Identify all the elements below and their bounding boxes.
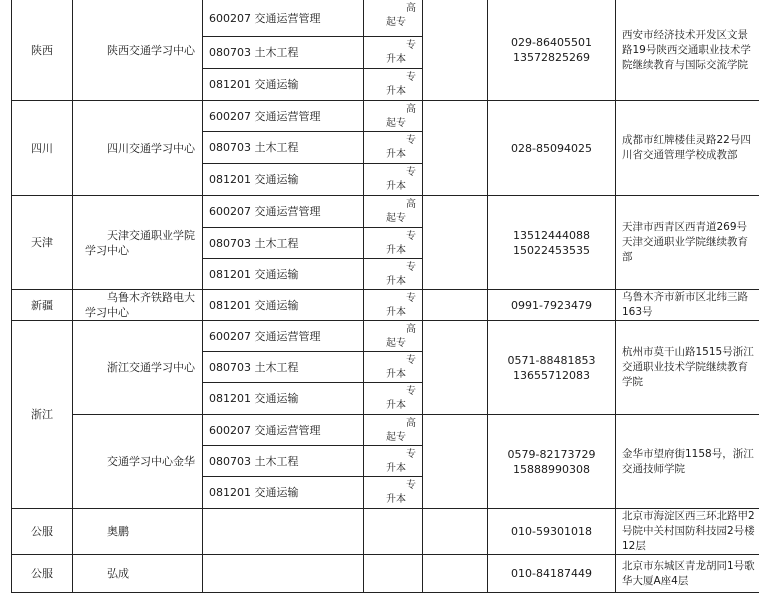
address-text: 北京市东城区青龙胡同1号歌华大厦A座4层 — [622, 559, 755, 587]
phone-cell — [488, 555, 616, 593]
level-cell — [364, 132, 423, 164]
center-name: 天津交通职业学院学习中心 — [85, 228, 195, 257]
major-label: 081201 交通运输 — [209, 298, 299, 312]
center-cell — [73, 101, 203, 196]
level-top: 专 — [406, 135, 416, 146]
province-label: 四川 — [31, 141, 53, 155]
province-label: 公服 — [31, 567, 53, 580]
level-bottom: 起专 — [386, 338, 406, 349]
major-label: 081201 交通运输 — [209, 78, 299, 91]
level-cell — [364, 415, 423, 446]
phone-cell — [488, 290, 616, 321]
level-cell — [364, 101, 423, 132]
major-label: 600207 交通运营管理 — [209, 11, 321, 25]
blank-cell — [203, 509, 364, 555]
address-text: 乌鲁木齐市新市区北纬三路163号 — [622, 291, 748, 318]
major-cell — [203, 383, 364, 415]
phone-number: 028-85094025 — [511, 141, 592, 155]
major-cell — [203, 352, 364, 383]
level-top: 高 — [406, 324, 416, 335]
level-top: 专 — [406, 40, 416, 51]
level-top: 专 — [406, 355, 416, 366]
province-label: 陕西 — [31, 43, 53, 57]
phone-cell — [488, 415, 616, 509]
address-cell — [616, 0, 759, 101]
phone-number: 010-84187449 — [511, 567, 592, 580]
phone-number: 15022453535 — [513, 243, 590, 257]
level-cell — [364, 477, 423, 509]
major-cell — [203, 321, 364, 352]
address-cell — [616, 415, 759, 509]
level-cell — [364, 69, 423, 101]
address-text: 杭州市莫干山路1515号浙江交通职业技术学院继续教育学院 — [622, 346, 754, 388]
major-cell — [203, 415, 364, 446]
center-cell — [73, 555, 203, 593]
phone-number: 0579-82173729 — [507, 447, 596, 461]
major-label: 081201 交通运输 — [209, 267, 299, 281]
major-label: 080703 土木工程 — [209, 454, 299, 468]
address-cell — [616, 321, 759, 415]
address-text: 成都市红牌楼佳灵路22号四川省交通管理学校成教部 — [622, 134, 751, 161]
center-name: 浙江交通学习中心 — [107, 361, 195, 374]
level-bottom: 升本 — [386, 54, 406, 65]
blank-cell — [423, 196, 488, 290]
major-label: 600207 交通运营管理 — [209, 329, 321, 343]
major-cell — [203, 0, 364, 37]
phone-number: 13572825269 — [513, 51, 590, 64]
major-cell — [203, 290, 364, 321]
major-cell — [203, 101, 364, 132]
blank-cell — [423, 321, 488, 415]
phone-cell — [488, 101, 616, 196]
level-cell — [364, 290, 423, 321]
level-top: 专 — [406, 449, 416, 460]
level-bottom: 升本 — [386, 276, 406, 287]
phone-number: 0991-7923479 — [511, 298, 592, 312]
level-bottom: 起专 — [386, 213, 406, 224]
level-cell — [364, 259, 423, 290]
phone-cell — [488, 321, 616, 415]
province-cell — [11, 0, 73, 101]
phone-cell — [488, 0, 616, 101]
major-label: 081201 交通运输 — [209, 486, 299, 499]
learning-center-table — [11, 0, 759, 599]
level-bottom: 升本 — [386, 181, 406, 192]
level-top: 专 — [406, 386, 416, 397]
blank-cell — [423, 290, 488, 321]
province-cell — [11, 555, 73, 593]
level-top: 高 — [406, 104, 416, 115]
level-cell — [364, 196, 423, 228]
province-label: 新疆 — [31, 298, 53, 312]
level-cell — [364, 0, 423, 37]
level-cell — [364, 228, 423, 259]
major-label: 080703 土木工程 — [209, 141, 299, 154]
phone-number: 15888990308 — [513, 462, 590, 476]
level-bottom: 起专 — [386, 432, 406, 443]
phone-number: 010-59301018 — [511, 525, 592, 538]
major-cell — [203, 477, 364, 509]
phone-number: 13512444088 — [513, 228, 590, 242]
level-cell — [364, 321, 423, 352]
province-cell — [11, 290, 73, 321]
level-top: 高 — [406, 418, 416, 429]
major-cell — [203, 69, 364, 101]
address-cell — [616, 101, 759, 196]
center-name: 奥鹏 — [107, 525, 129, 538]
level-top: 专 — [406, 231, 416, 242]
blank-cell — [423, 101, 488, 196]
level-cell — [364, 352, 423, 383]
level-cell — [364, 383, 423, 415]
level-top: 专 — [406, 480, 416, 491]
center-cell — [73, 415, 203, 509]
blank-cell — [364, 509, 423, 555]
address-cell — [616, 509, 759, 555]
center-cell — [73, 196, 203, 290]
major-label: 081201 交通运输 — [209, 173, 299, 186]
province-cell — [11, 101, 73, 196]
major-cell — [203, 196, 364, 228]
major-cell — [203, 446, 364, 477]
major-label: 080703 土木工程 — [209, 236, 299, 250]
blank-cell — [423, 415, 488, 509]
major-cell — [203, 132, 364, 164]
center-name: 乌鲁木齐铁路电大学习中心 — [85, 291, 195, 319]
address-cell — [616, 290, 759, 321]
address-cell — [616, 196, 759, 290]
address-text: 金华市望府街1158号，浙江交通技师学院 — [622, 447, 754, 475]
province-cell — [11, 321, 73, 509]
blank-cell — [364, 555, 423, 593]
center-cell — [73, 321, 203, 415]
level-cell — [364, 164, 423, 196]
province-label: 浙江 — [31, 408, 53, 421]
address-text: 西安市经济技术开发区文景路19号陕西交通职业技术学院继续教育与国际交流学院 — [622, 28, 751, 71]
level-bottom: 升本 — [386, 463, 406, 474]
major-cell — [203, 259, 364, 290]
major-cell — [203, 228, 364, 259]
level-bottom: 起专 — [386, 118, 406, 129]
level-top: 高 — [406, 199, 416, 210]
province-label: 天津 — [31, 236, 53, 249]
level-bottom: 升本 — [386, 369, 406, 380]
level-bottom: 升本 — [386, 307, 406, 318]
major-label: 081201 交通运输 — [209, 392, 299, 405]
major-cell — [203, 37, 364, 69]
level-bottom: 升本 — [386, 400, 406, 411]
level-bottom: 升本 — [386, 494, 406, 505]
province-cell — [11, 509, 73, 555]
center-cell — [73, 509, 203, 555]
phone-number: 13655712083 — [513, 368, 590, 382]
level-bottom: 升本 — [386, 86, 406, 97]
level-bottom: 起专 — [386, 17, 406, 28]
address-text: 天津市西青区西青道269号天津交通职业学院继续教育部 — [622, 221, 748, 263]
major-label: 600207 交通运营管理 — [209, 205, 321, 218]
blank-cell — [203, 555, 364, 593]
level-bottom: 升本 — [386, 245, 406, 256]
major-label: 080703 土木工程 — [209, 46, 299, 59]
center-name: 四川交通学习中心 — [107, 141, 195, 155]
phone-cell — [488, 196, 616, 290]
province-label: 公服 — [31, 525, 53, 538]
phone-number: 0571-88481853 — [507, 353, 596, 367]
level-bottom: 升本 — [386, 149, 406, 160]
level-top: 高 — [406, 3, 416, 14]
blank-cell — [423, 509, 488, 555]
level-top: 专 — [406, 262, 416, 273]
province-cell — [11, 196, 73, 290]
level-cell — [364, 37, 423, 69]
blank-cell — [423, 0, 488, 101]
center-cell — [73, 0, 203, 101]
level-cell — [364, 446, 423, 477]
phone-number: 029-86405501 — [511, 36, 592, 49]
blank-cell — [423, 555, 488, 593]
level-top: 专 — [406, 293, 416, 304]
major-label: 600207 交通运营管理 — [209, 109, 321, 123]
address-cell — [616, 555, 759, 593]
major-cell — [203, 164, 364, 196]
center-name: 弘成 — [107, 567, 129, 580]
level-top: 专 — [406, 72, 416, 83]
center-name: 陕西交通学习中心 — [107, 43, 195, 57]
center-cell — [73, 290, 203, 321]
phone-cell — [488, 509, 616, 555]
major-label: 080703 土木工程 — [209, 360, 299, 374]
address-text: 北京市海淀区西三环北路甲2号院中关村国防科技园2号楼12层 — [622, 510, 755, 552]
level-top: 专 — [406, 167, 416, 178]
major-label: 600207 交通运营管理 — [209, 423, 321, 437]
center-name: 交通学习中心金华 — [107, 455, 195, 468]
